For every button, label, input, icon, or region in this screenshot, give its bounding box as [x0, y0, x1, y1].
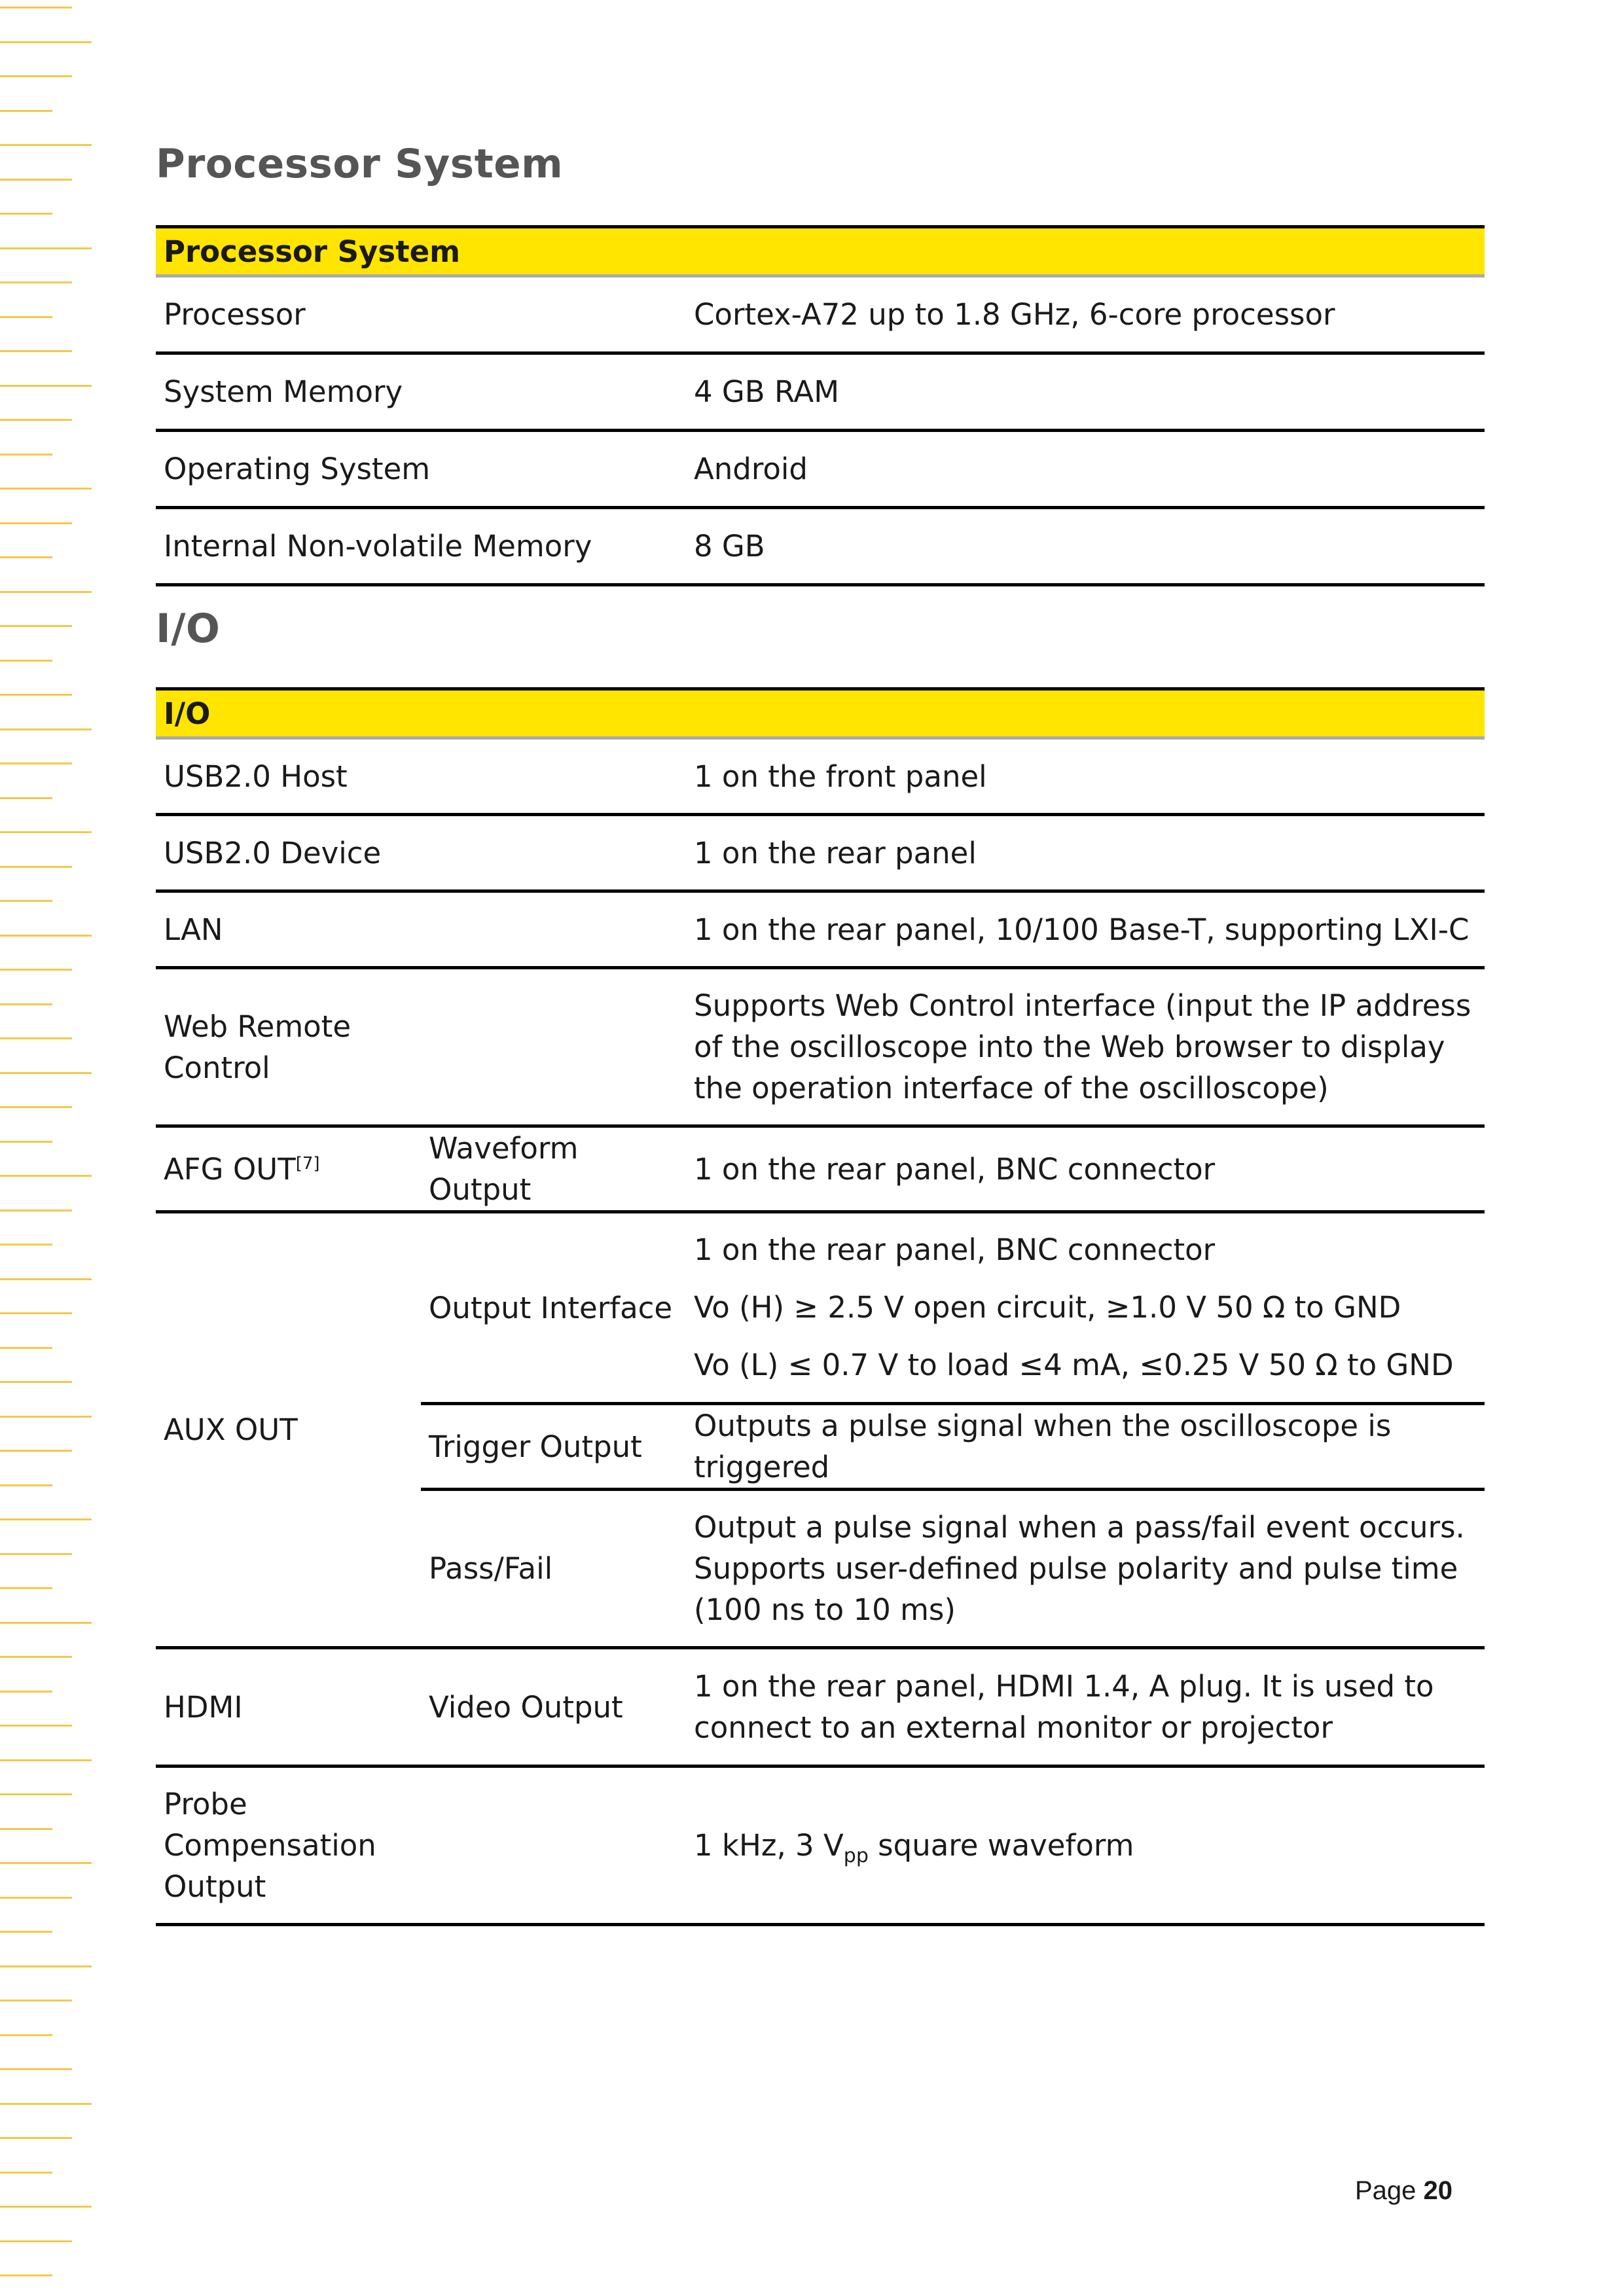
row-label: System Memory	[156, 353, 686, 431]
margin-dash	[0, 556, 52, 558]
margin-dash	[0, 1450, 72, 1452]
margin-dash	[0, 419, 72, 421]
margin-dash	[0, 1210, 72, 1211]
margin-dash	[0, 831, 92, 833]
margin-dash	[0, 1244, 52, 1246]
margin-dash	[0, 1725, 72, 1727]
margin-dash	[0, 1656, 72, 1658]
row-value: 1 on the rear panel	[686, 815, 1485, 891]
margin-dash	[0, 316, 52, 318]
margin-decoration	[0, 0, 98, 2296]
probe-comp-value-suffix: square waveform	[868, 1828, 1134, 1863]
margin-dash	[0, 41, 92, 43]
margin-dash	[0, 1037, 72, 1039]
margin-dash	[0, 1072, 92, 1074]
row-label	[156, 968, 686, 1126]
margin-dash	[0, 591, 92, 593]
processor-section-heading: Processor System	[156, 141, 564, 187]
margin-dash	[0, 2103, 92, 2105]
margin-dash	[0, 2206, 92, 2208]
row-label	[156, 1767, 686, 1925]
row-label: Operating System	[156, 431, 686, 508]
margin-dash	[0, 247, 92, 249]
margin-dash	[0, 660, 52, 662]
margin-dash	[0, 75, 72, 77]
margin-dash	[0, 2274, 52, 2276]
margin-dash	[0, 762, 72, 764]
probe-comp-value-prefix: 1 kHz, 3 V	[694, 1828, 844, 1863]
margin-dash	[0, 2034, 52, 2036]
margin-dash	[0, 7, 72, 9]
row-value: Output a pulse signal when a pass/fail event occurs. Supports user-defined pulse polarity and pulse time (100 ns to 10 ms)	[686, 1490, 1485, 1648]
table-row	[156, 276, 1485, 353]
margin-dash	[0, 1416, 92, 1418]
table-row	[156, 1126, 1485, 1212]
table-row	[156, 1767, 1485, 1925]
row-sublabel: Pass/Fail	[421, 1490, 686, 1648]
margin-dash	[0, 385, 92, 387]
io-spec-table	[156, 687, 1485, 1926]
margin-dash	[0, 969, 72, 971]
margin-dash	[0, 179, 72, 181]
table-row	[156, 353, 1485, 431]
table-row	[156, 508, 1485, 585]
margin-dash	[0, 1553, 72, 1555]
margin-dash	[0, 1518, 92, 1520]
table-row	[156, 1212, 1485, 1404]
row-sublabel: Trigger Output	[421, 1404, 686, 1490]
margin-dash	[0, 2240, 72, 2242]
web-remote-label: Web Remote Control	[164, 1009, 352, 1085]
margin-dash	[0, 797, 52, 799]
row-label: Internal Non-volatile Memory	[156, 508, 686, 585]
margin-dash	[0, 281, 72, 283]
row-label: USB2.0 Device	[156, 815, 686, 891]
row-value: Cortex-A72 up to 1.8 GHz, 6-core processor	[686, 276, 1485, 353]
row-label: AUX OUT	[156, 1212, 421, 1648]
output-interface-line: 1 on the rear panel, BNC connector	[694, 1232, 1216, 1267]
margin-dash	[0, 1278, 92, 1280]
page-footer	[1355, 2176, 1453, 2206]
margin-dash	[0, 694, 72, 696]
margin-dash	[0, 1175, 92, 1177]
margin-dash	[0, 1931, 52, 1933]
margin-dash	[0, 454, 52, 456]
row-label	[156, 1126, 421, 1212]
margin-dash	[0, 350, 72, 352]
margin-dash	[0, 2068, 72, 2070]
row-sublabel: Output Interface	[421, 1212, 686, 1404]
row-sublabel: Video Output	[421, 1648, 686, 1767]
probe-comp-value-sub: pp	[843, 1844, 869, 1867]
row-sublabel: Waveform Output	[421, 1126, 686, 1212]
table-row	[156, 815, 1485, 891]
page-number: 20	[1423, 2176, 1453, 2205]
io-section-heading: I/O	[156, 605, 221, 652]
row-value: 1 on the front panel	[686, 738, 1485, 815]
table-row	[156, 431, 1485, 508]
row-value: 4 GB RAM	[686, 353, 1485, 431]
margin-dash	[0, 2000, 72, 2001]
margin-dash	[0, 935, 92, 937]
row-label: USB2.0 Host	[156, 738, 686, 815]
margin-dash	[0, 2172, 52, 2174]
margin-dash	[0, 728, 92, 730]
margin-dash	[0, 144, 92, 146]
row-label: HDMI	[156, 1648, 421, 1767]
processor-spec-table	[156, 225, 1485, 586]
row-value: Supports Web Control interface (input the IP address of the oscilloscope into the Web browser to display the operation interface of the oscilloscope)	[686, 968, 1485, 1126]
table-row	[156, 968, 1485, 1126]
row-value: 1 on the rear panel, 10/100 Base-T, supporting LXI-C	[686, 891, 1485, 968]
margin-dash	[0, 1003, 52, 1005]
margin-dash	[0, 1381, 72, 1383]
output-interface-line: Vo (L) ≤ 0.7 V to load ≤4 mA, ≤0.25 V 50 Ω to GND	[694, 1348, 1454, 1382]
margin-dash	[0, 488, 92, 490]
table-title: I/O	[156, 689, 1485, 738]
table-header-row	[156, 227, 1485, 276]
row-value	[686, 1212, 1485, 1404]
margin-dash	[0, 1347, 52, 1349]
margin-dash	[0, 1106, 72, 1108]
margin-dash	[0, 1141, 52, 1143]
row-value: 1 on the rear panel, BNC connector	[686, 1126, 1485, 1212]
margin-dash	[0, 1691, 52, 1693]
probe-comp-label: Probe Compensation Output	[164, 1787, 376, 1904]
row-value: 1 on the rear panel, HDMI 1.4, A plug. It is used to connect to an external monitor or projector	[686, 1648, 1485, 1767]
margin-dash	[0, 1965, 92, 1967]
margin-dash	[0, 1759, 92, 1761]
margin-dash	[0, 625, 72, 627]
row-value	[686, 1767, 1485, 1925]
footnote-marker: [7]	[295, 1153, 320, 1174]
margin-dash	[0, 1312, 72, 1314]
margin-dash	[0, 1897, 72, 1899]
row-label: LAN	[156, 891, 686, 968]
margin-dash	[0, 1622, 92, 1624]
margin-dash	[0, 900, 52, 902]
row-label: Processor	[156, 276, 686, 353]
margin-dash	[0, 522, 72, 524]
page-label: Page	[1355, 2176, 1416, 2205]
margin-dash	[0, 1793, 72, 1795]
margin-dash	[0, 1484, 52, 1486]
table-row	[156, 1648, 1485, 1767]
margin-dash	[0, 1587, 52, 1589]
afg-out-label: AFG OUT	[164, 1151, 296, 1187]
margin-dash	[0, 2137, 72, 2139]
row-value: Android	[686, 431, 1485, 508]
table-row	[156, 738, 1485, 815]
table-title: Processor System	[156, 227, 1485, 276]
margin-dash	[0, 1862, 92, 1864]
margin-dash	[0, 213, 52, 215]
margin-dash	[0, 110, 52, 112]
row-value: 8 GB	[686, 508, 1485, 585]
output-interface-line: Vo (H) ≥ 2.5 V open circuit, ≥1.0 V 50 Ω to GND	[694, 1290, 1401, 1325]
table-header-row	[156, 689, 1485, 738]
row-value: Outputs a pulse signal when the oscilloscope is triggered	[686, 1404, 1485, 1490]
table-row	[156, 891, 1485, 968]
margin-dash	[0, 1828, 52, 1830]
margin-dash	[0, 866, 72, 868]
